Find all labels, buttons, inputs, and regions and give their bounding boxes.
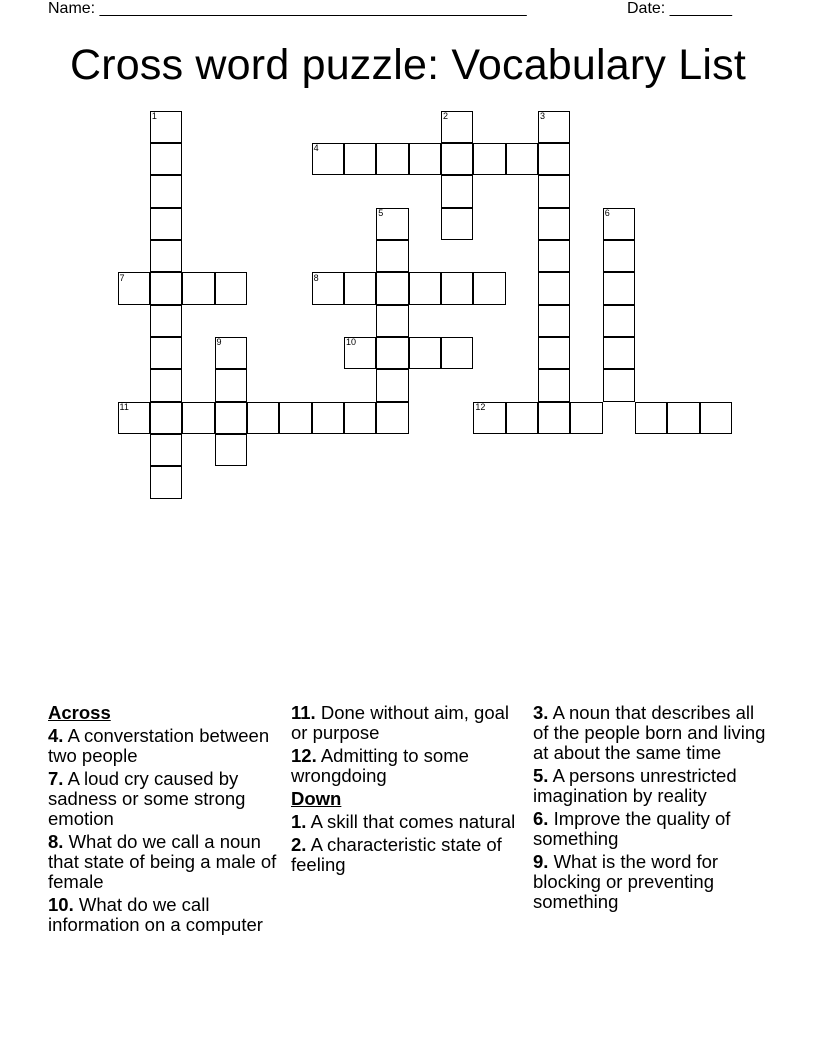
crossword-cell[interactable]: [344, 272, 376, 304]
crossword-cell[interactable]: [506, 143, 538, 175]
clue-number: 10.: [48, 894, 74, 915]
crossword-cell[interactable]: [376, 143, 408, 175]
clue-text: A skill that comes natural: [310, 811, 516, 832]
crossword-cell[interactable]: [312, 402, 344, 434]
crossword-cell[interactable]: [150, 240, 182, 272]
crossword-cell[interactable]: [279, 402, 311, 434]
crossword-cell[interactable]: [538, 337, 570, 369]
clue-text: A persons unrestricted imagination by reality: [533, 765, 737, 806]
crossword-cell[interactable]: [247, 402, 279, 434]
clue-text: A converstation between two people: [48, 725, 270, 766]
clue-down-2: [291, 835, 527, 875]
crossword-cell[interactable]: [538, 272, 570, 304]
crossword-cell[interactable]: [215, 369, 247, 401]
crossword-cell[interactable]: [538, 208, 570, 240]
clue-text: A loud cry caused by sadness or some strong emotion: [48, 768, 246, 829]
crossword-cell[interactable]: [441, 208, 473, 240]
crossword-cell[interactable]: [603, 305, 635, 337]
crossword-grid: [0, 0, 816, 520]
clue-down-3: [533, 703, 773, 763]
down-heading: Down: [291, 788, 342, 809]
across-heading: Across: [48, 702, 111, 723]
cell-number: 8: [313, 272, 319, 283]
clue-number: 4.: [48, 725, 64, 746]
crossword-cell[interactable]: [409, 143, 441, 175]
crossword-cell[interactable]: [150, 402, 182, 434]
cell-number: 6: [604, 208, 610, 219]
crossword-cell[interactable]: [441, 272, 473, 304]
clue-number: 11.: [291, 702, 316, 723]
clue-number: 2.: [291, 834, 307, 855]
crossword-cell[interactable]: [506, 402, 538, 434]
clue-text: Admitting to some wrongdoing: [291, 745, 469, 786]
crossword-cell[interactable]: [441, 143, 473, 175]
crossword-cell[interactable]: [538, 305, 570, 337]
crossword-cell[interactable]: [215, 272, 247, 304]
clue-text: What is the word for blocking or preventing something: [533, 851, 719, 912]
crossword-cell[interactable]: [603, 337, 635, 369]
crossword-cell[interactable]: [376, 337, 408, 369]
crossword-cell[interactable]: [603, 272, 635, 304]
cell-number: 7: [119, 272, 125, 283]
crossword-cell[interactable]: [376, 240, 408, 272]
crossword-cell[interactable]: [182, 272, 214, 304]
cell-number: 1: [151, 111, 157, 121]
clue-text: Done without aim, goal or purpose: [291, 702, 510, 743]
cell-number: 2: [443, 111, 449, 121]
crossword-cell[interactable]: [700, 402, 732, 434]
clue-down-9: [533, 852, 773, 912]
clue-down-1: [291, 812, 527, 832]
clue-across-11: [291, 703, 527, 743]
crossword-cell[interactable]: [150, 175, 182, 207]
clue-number: 1.: [291, 811, 307, 832]
crossword-cell[interactable]: [150, 337, 182, 369]
crossword-cell[interactable]: [538, 369, 570, 401]
cell-number: 12: [475, 402, 486, 413]
crossword-cell[interactable]: [376, 369, 408, 401]
clue-down-6: [533, 809, 773, 849]
date-field-label: Date: _______: [627, 0, 732, 17]
cell-number: 3: [540, 111, 546, 121]
crossword-cell[interactable]: [538, 175, 570, 207]
page-title: Cross word puzzle: Vocabulary List: [70, 41, 746, 89]
clue-number: 3.: [533, 702, 549, 723]
clue-number: 5.: [533, 765, 549, 786]
clue-text: Improve the quality of something: [533, 808, 731, 849]
clue-across-8: [48, 832, 284, 892]
crossword-cell[interactable]: [150, 272, 182, 304]
clue-text: A characteristic state of feeling: [291, 834, 502, 875]
crossword-cell[interactable]: [603, 369, 635, 401]
crossword-cell[interactable]: [150, 208, 182, 240]
crossword-cell[interactable]: [667, 402, 699, 434]
crossword-cell[interactable]: [376, 272, 408, 304]
crossword-cell[interactable]: [376, 305, 408, 337]
clue-across-4: [48, 726, 284, 766]
crossword-cell[interactable]: [344, 143, 376, 175]
crossword-cell[interactable]: [409, 337, 441, 369]
crossword-cell[interactable]: [376, 402, 408, 434]
crossword-cell[interactable]: [538, 240, 570, 272]
crossword-cell[interactable]: [473, 143, 505, 175]
crossword-cell[interactable]: [344, 402, 376, 434]
clue-text: What do we call information on a computer: [48, 894, 263, 935]
crossword-cell[interactable]: [441, 175, 473, 207]
clue-number: 9.: [533, 851, 549, 872]
crossword-cell[interactable]: [473, 272, 505, 304]
crossword-cell[interactable]: [150, 369, 182, 401]
crossword-cell[interactable]: [538, 402, 570, 434]
clue-down-5: [533, 766, 773, 806]
clues-column-1: [48, 703, 284, 938]
crossword-cell[interactable]: [215, 434, 247, 466]
clue-text: What do we call a noun that state of being a male of female: [48, 831, 277, 892]
cell-number: 10: [345, 337, 356, 348]
clue-number: 6.: [533, 808, 549, 829]
cell-number: 4: [313, 143, 319, 154]
crossword-cell[interactable]: [182, 402, 214, 434]
clue-across-7: [48, 769, 284, 829]
clue-number: 12.: [291, 745, 317, 766]
cell-number: 11: [119, 402, 129, 413]
crossword-cell[interactable]: [150, 434, 182, 466]
crossword-cell[interactable]: [150, 143, 182, 175]
clue-number: 8.: [48, 831, 64, 852]
crossword-cell[interactable]: [150, 305, 182, 337]
cell-number: 9: [216, 337, 222, 348]
cell-number: 5: [378, 208, 384, 219]
crossword-cell[interactable]: [603, 240, 635, 272]
clue-text: A noun that describes all of the people born and living at about the same time: [533, 702, 766, 763]
crossword-cell[interactable]: [441, 337, 473, 369]
clue-number: 7.: [48, 768, 64, 789]
clue-across-12: [291, 746, 527, 786]
crossword-cell[interactable]: [215, 402, 247, 434]
crossword-cell[interactable]: [409, 272, 441, 304]
crossword-cell[interactable]: [150, 466, 182, 498]
clues-column-3: [533, 703, 773, 915]
crossword-cell[interactable]: [635, 402, 667, 434]
crossword-cell[interactable]: [538, 143, 570, 175]
crossword-cell[interactable]: [570, 402, 602, 434]
clue-across-10: [48, 895, 284, 935]
clues-column-2: [291, 703, 527, 878]
name-field-label: Name: ________________________________________________: [48, 0, 527, 17]
